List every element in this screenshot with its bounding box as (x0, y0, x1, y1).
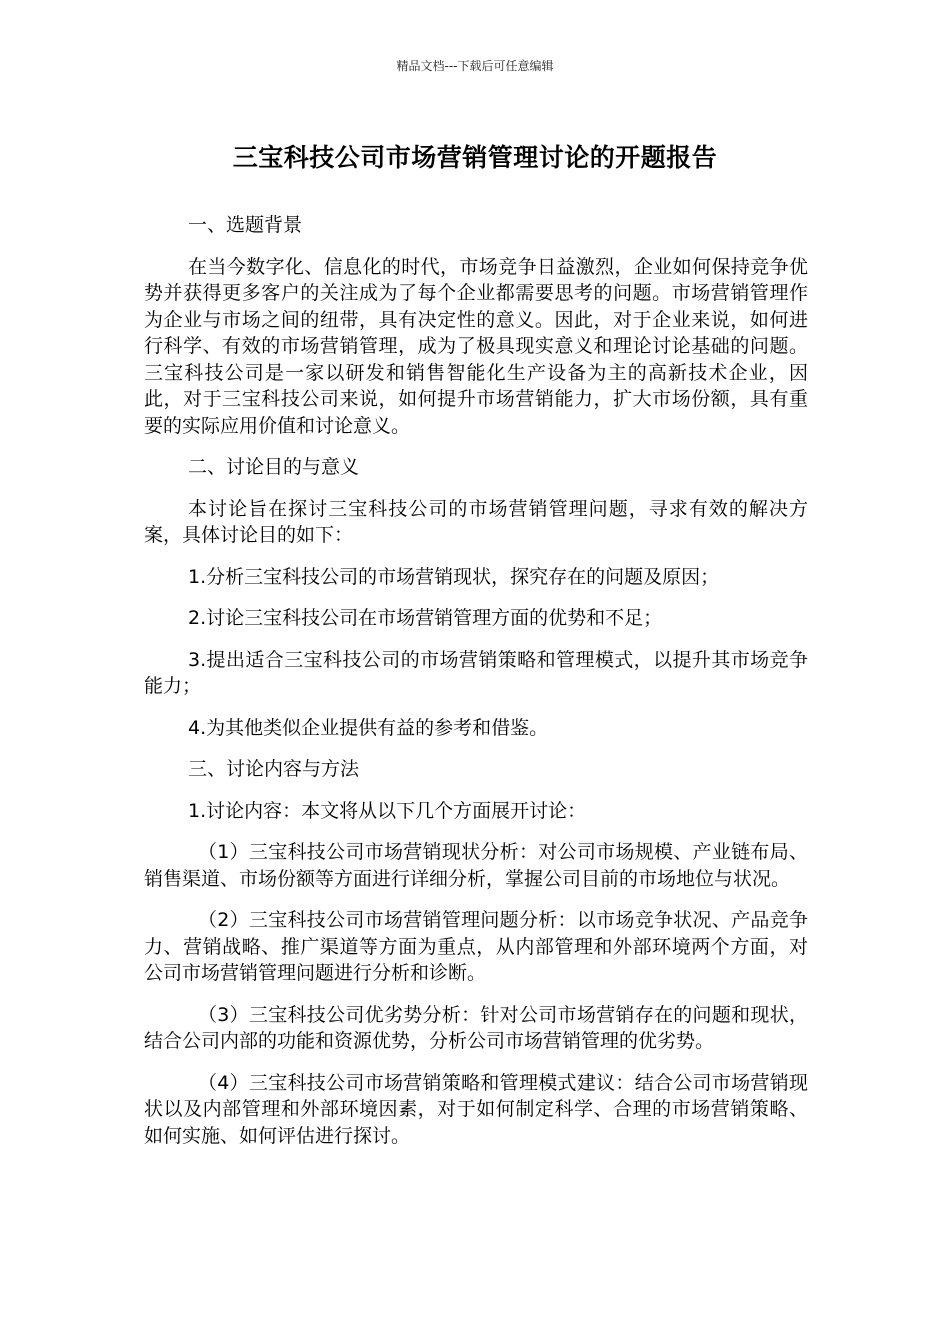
paragraph-purpose-intro: 本讨论旨在探讨三宝科技公司的市场营销管理问题，寻求有效的解决方案，具体讨论目的如下： (144, 497, 808, 546)
list-item: 1.分析三宝科技公司的市场营销现状，探究存在的问题及原因； (188, 565, 720, 588)
list-item: 4.为其他类似企业提供有益的参考和借鉴。 (188, 716, 549, 739)
document-body (144, 212, 808, 1164)
section-heading-content-method: 三、讨论内容与方法 (188, 758, 360, 780)
list-item: 2.讨论三宝科技公司在市场营销管理方面的优势和不足； (188, 607, 663, 629)
section-heading-purpose: 二、讨论目的与意义 (188, 456, 360, 478)
paragraph-content-intro: 1.讨论内容：本文将从以下几个方面展开讨论： (188, 799, 587, 822)
sub-list-item: （3）三宝科技公司优劣势分析：针对公司市场营销存在的问题和现状，结合公司内部的功能和资源优势，分析公司市场营销管理的优劣势。 (144, 1003, 808, 1052)
section-heading-background: 一、选题背景 (188, 214, 303, 236)
sub-list-item: （2）三宝科技公司市场营销管理问题分析：以市场竞争状况、产品竞争力、营销战略、推广渠道等方面为重点，从内部管理和外部环境两个方面，对公司市场营销管理问题进行分析和诊断。 (144, 909, 808, 984)
list-item: 3.提出适合三宝科技公司的市场营销策略和管理模式，以提升其市场竞争能力； (144, 648, 808, 697)
paragraph-background: 在当今数字化、信息化的时代，市场竞争日益激烈，企业如何保持竞争优势并获得更多客户的关注成为了每个企业都需要思考的问题。市场营销管理作为企业与市场之间的纽带，具有决定性的意义。因此，对于企业来说，如何进行科学、有效的市场营销管理，成为了极具现实意义和理论讨论基础的问题。三宝科技公司是一家以研发和销售智能化生产设备为主的高新技术企业，因此，对于三宝科技公司来说，如何提升市场营销能力，扩大市场份额，具有重要的实际应用价值和讨论意义。 (144, 255, 808, 437)
header-note: 精品文档---下载后可任意编辑 (396, 59, 554, 73)
sub-list-item: （4）三宝科技公司市场营销策略和管理模式建议：结合公司市场营销现状以及内部管理和外部环境因素，对于如何制定科学、合理的市场营销策略、如何实施、如何评估进行探讨。 (144, 1071, 808, 1147)
document-title: 三宝科技公司市场营销管理讨论的开题报告 (232, 143, 718, 172)
sub-list-item: （1）三宝科技公司市场营销现状分析：对公司市场规模、产业链布局、销售渠道、市场份额等方面进行详细分析，掌握公司目前的市场地位与状况。 (144, 841, 808, 890)
